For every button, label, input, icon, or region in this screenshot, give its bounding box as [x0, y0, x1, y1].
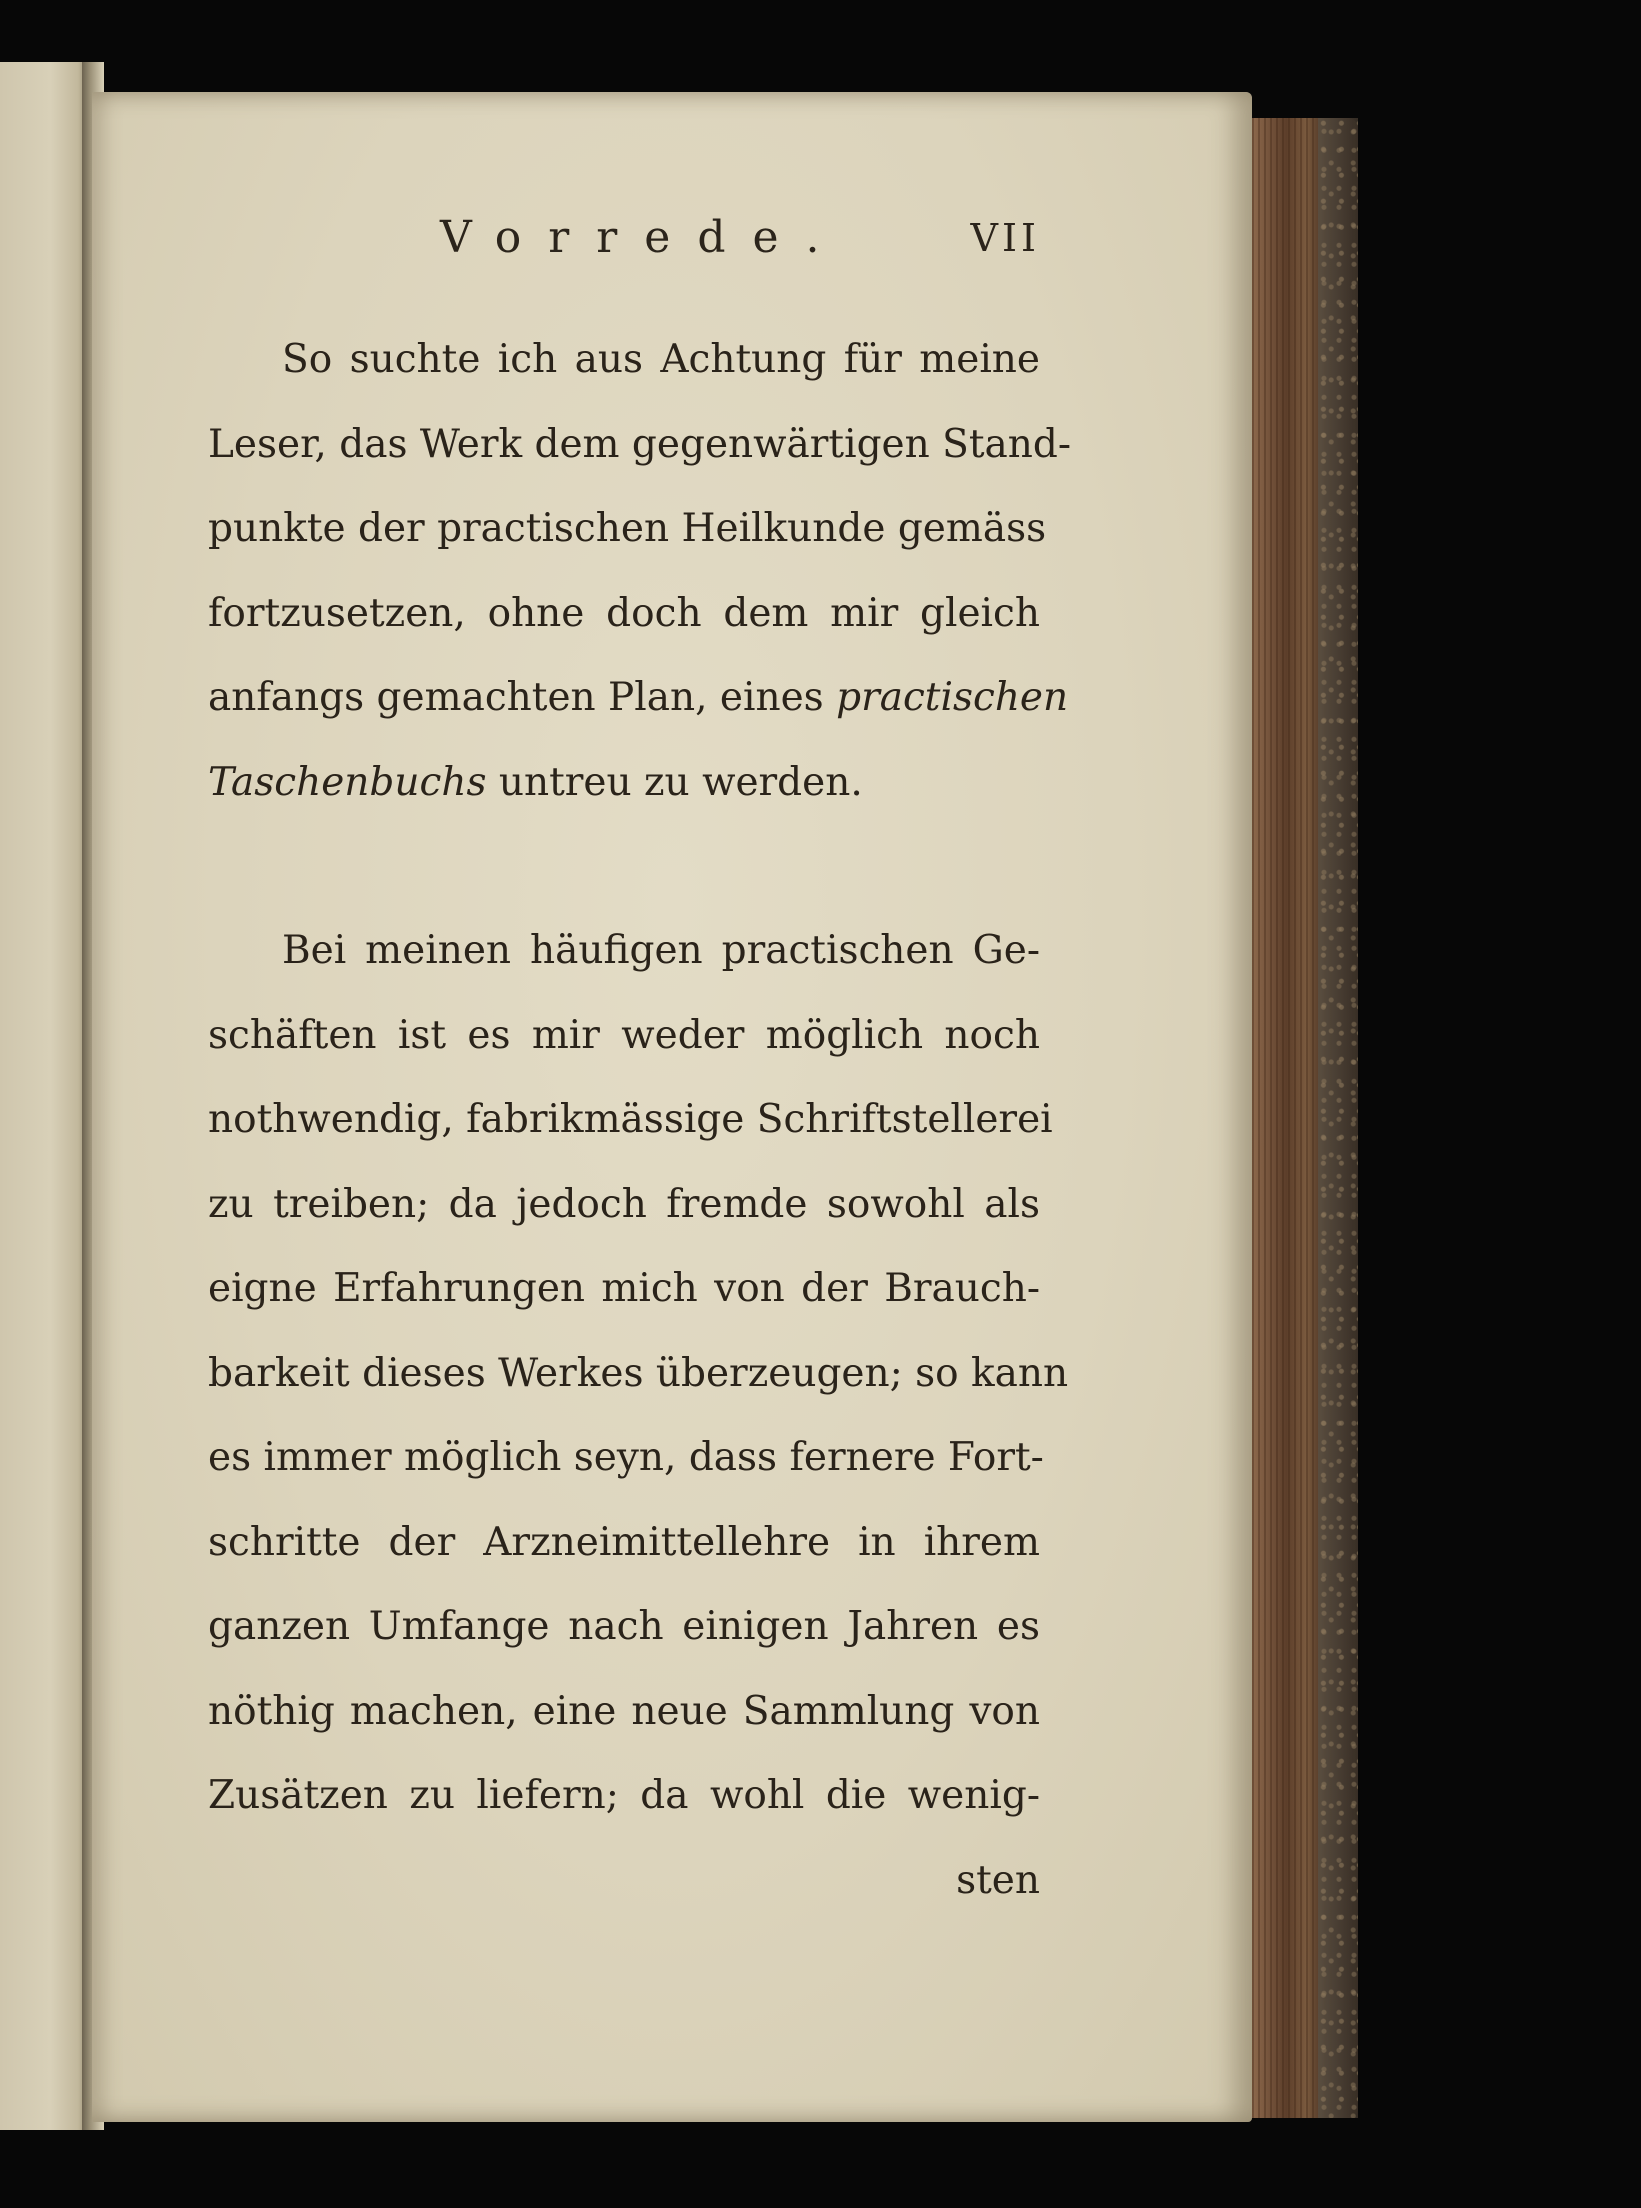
paragraph-gap: [208, 825, 1040, 909]
text-line: eigne Erfahrungen mich von der Brauch-: [208, 1266, 1040, 1311]
text-line: zu treiben; da jedoch fremde sowohl als: [208, 1181, 1040, 1227]
text-line: Leser, das Werk dem gegenwärtigen Stand-: [208, 421, 1072, 467]
text-line: schritte der Arzneimittellehre in ihrem: [208, 1519, 1040, 1565]
text-line: So suchte ich aus Achtung für meine: [282, 337, 1040, 382]
running-title: Vorrede.: [440, 212, 847, 263]
running-head: [210, 212, 1040, 272]
paragraph-2: [208, 909, 1069, 1839]
body-text: [208, 318, 1072, 1923]
text-line: barkeit dieses Werkes überzeugen; so kann: [208, 1350, 1069, 1396]
text-line: [208, 656, 1069, 741]
italic-text: Taschenbuchs: [208, 759, 487, 805]
text-line: Bei meinen häufigen practischen Ge-: [282, 928, 1040, 973]
book-cover-edge: [1318, 118, 1358, 2118]
catchword: sten: [956, 1857, 1040, 1903]
text-line: [208, 741, 1040, 826]
text-line: es immer möglich seyn, dass fernere Fort-: [208, 1435, 1044, 1480]
italic-text: practischen: [836, 675, 1069, 720]
text-run: anfangs gemachten Plan, eines: [208, 675, 837, 720]
text-line: schäften ist es mir weder möglich noch: [208, 1012, 1040, 1058]
text-line: ganzen Umfange nach einigen Jahren es: [208, 1604, 1040, 1649]
text-line: nöthig machen, eine neue Sammlung von: [208, 1688, 1040, 1734]
text-line: punkte der practischen Heilkunde gemäss: [208, 506, 1047, 551]
text-line: nothwendig, fabrikmässige Schriftstellerei: [208, 1097, 1053, 1142]
text-line: fortzusetzen, ohne doch dem mir gleich: [208, 590, 1040, 636]
paragraph-1: [208, 318, 1072, 825]
page-number: VII: [970, 216, 1040, 260]
text-line: Zusätzen zu liefern; da wohl die wenig-: [208, 1773, 1040, 1818]
left-page-edge: [0, 62, 92, 2130]
text-run: untreu zu werden.: [486, 759, 863, 805]
